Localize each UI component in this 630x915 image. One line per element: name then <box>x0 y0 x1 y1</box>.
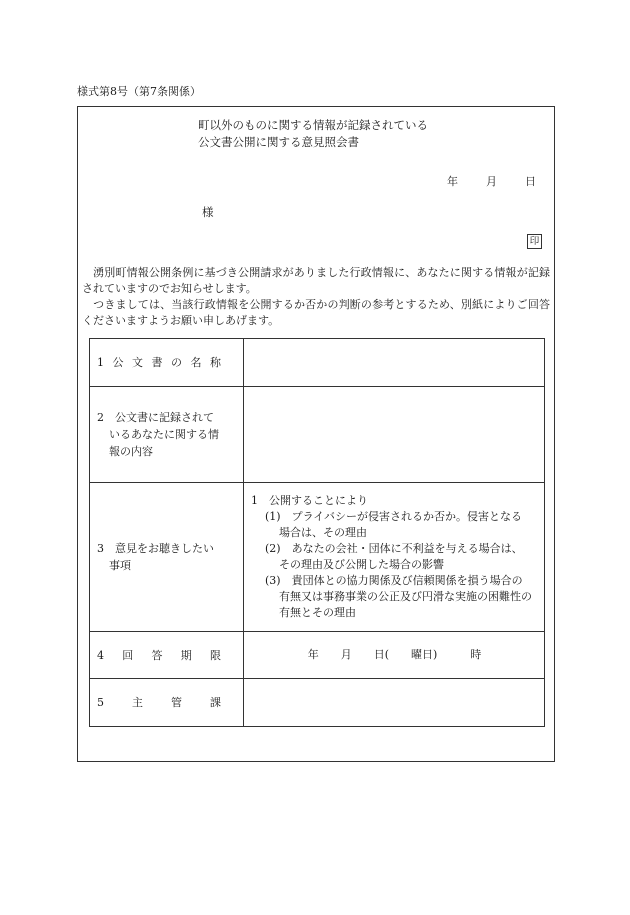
form-frame <box>77 106 555 762</box>
field-document-name[interactable] <box>244 339 545 387</box>
field-response-deadline[interactable]: 年 月 日( 曜日) 時 <box>244 632 545 679</box>
document-title <box>198 117 428 151</box>
body-text <box>82 265 550 329</box>
day-label: 日 <box>525 175 536 188</box>
table-row-response-deadline <box>90 632 545 679</box>
title-line-1: 町以外のものに関する情報が記録されている <box>198 118 428 132</box>
month-label: 月 <box>486 175 497 188</box>
seal-stamp: 印 <box>527 234 542 249</box>
body-paragraph-1: 湧別町情報公開条例に基づき公開請求がありました行政情報に、あなたに関する情報が記録されていますのでお知らせします。 <box>82 266 550 295</box>
inquiry-table <box>89 338 545 727</box>
label-document-name: 1 公 文 書 の 名 称 <box>90 339 244 387</box>
year-label: 年 <box>447 175 458 188</box>
field-department[interactable] <box>244 679 545 727</box>
inquiry-items-content: 1 公開することにより (1) プライバシーが侵害されるか否か。侵害となる 場合は、その理由 (2) あなたの会社・団体に不利益を与える場合は、 その理由及び公開した場合の影響 (3) 貴団体との協力関係及び信頼関係を損う場合の 有無又は事務事業の公正及び円滑な実施の困難性の 有無とその理由 <box>244 483 545 632</box>
table-row-information-content <box>90 387 545 483</box>
form-number: 様式第8号（第7条関係） <box>77 85 201 98</box>
issue-date <box>447 173 536 189</box>
table-row-inquiry-items <box>90 483 545 632</box>
label-information-content: 2 公文書に記録されて いるあなたに関する情 報の内容 <box>90 387 244 483</box>
table-row-document-name <box>90 339 545 387</box>
table-row-department <box>90 679 545 727</box>
label-inquiry-items: 3 意見をお聴きしたい 事項 <box>90 483 244 632</box>
body-paragraph-2: つきましては、当該行政情報を公開するか否かの判断の参考とするため、別紙によりご回答くださいますようお願い申しあげます。 <box>82 298 550 327</box>
recipient-suffix: 様 <box>202 205 214 219</box>
label-department: 5 主 管 課 <box>90 679 244 727</box>
field-information-content[interactable] <box>244 387 545 483</box>
label-response-deadline: 4 回 答 期 限 <box>90 632 244 679</box>
title-line-2: 公文書公開に関する意見照会書 <box>198 135 359 149</box>
